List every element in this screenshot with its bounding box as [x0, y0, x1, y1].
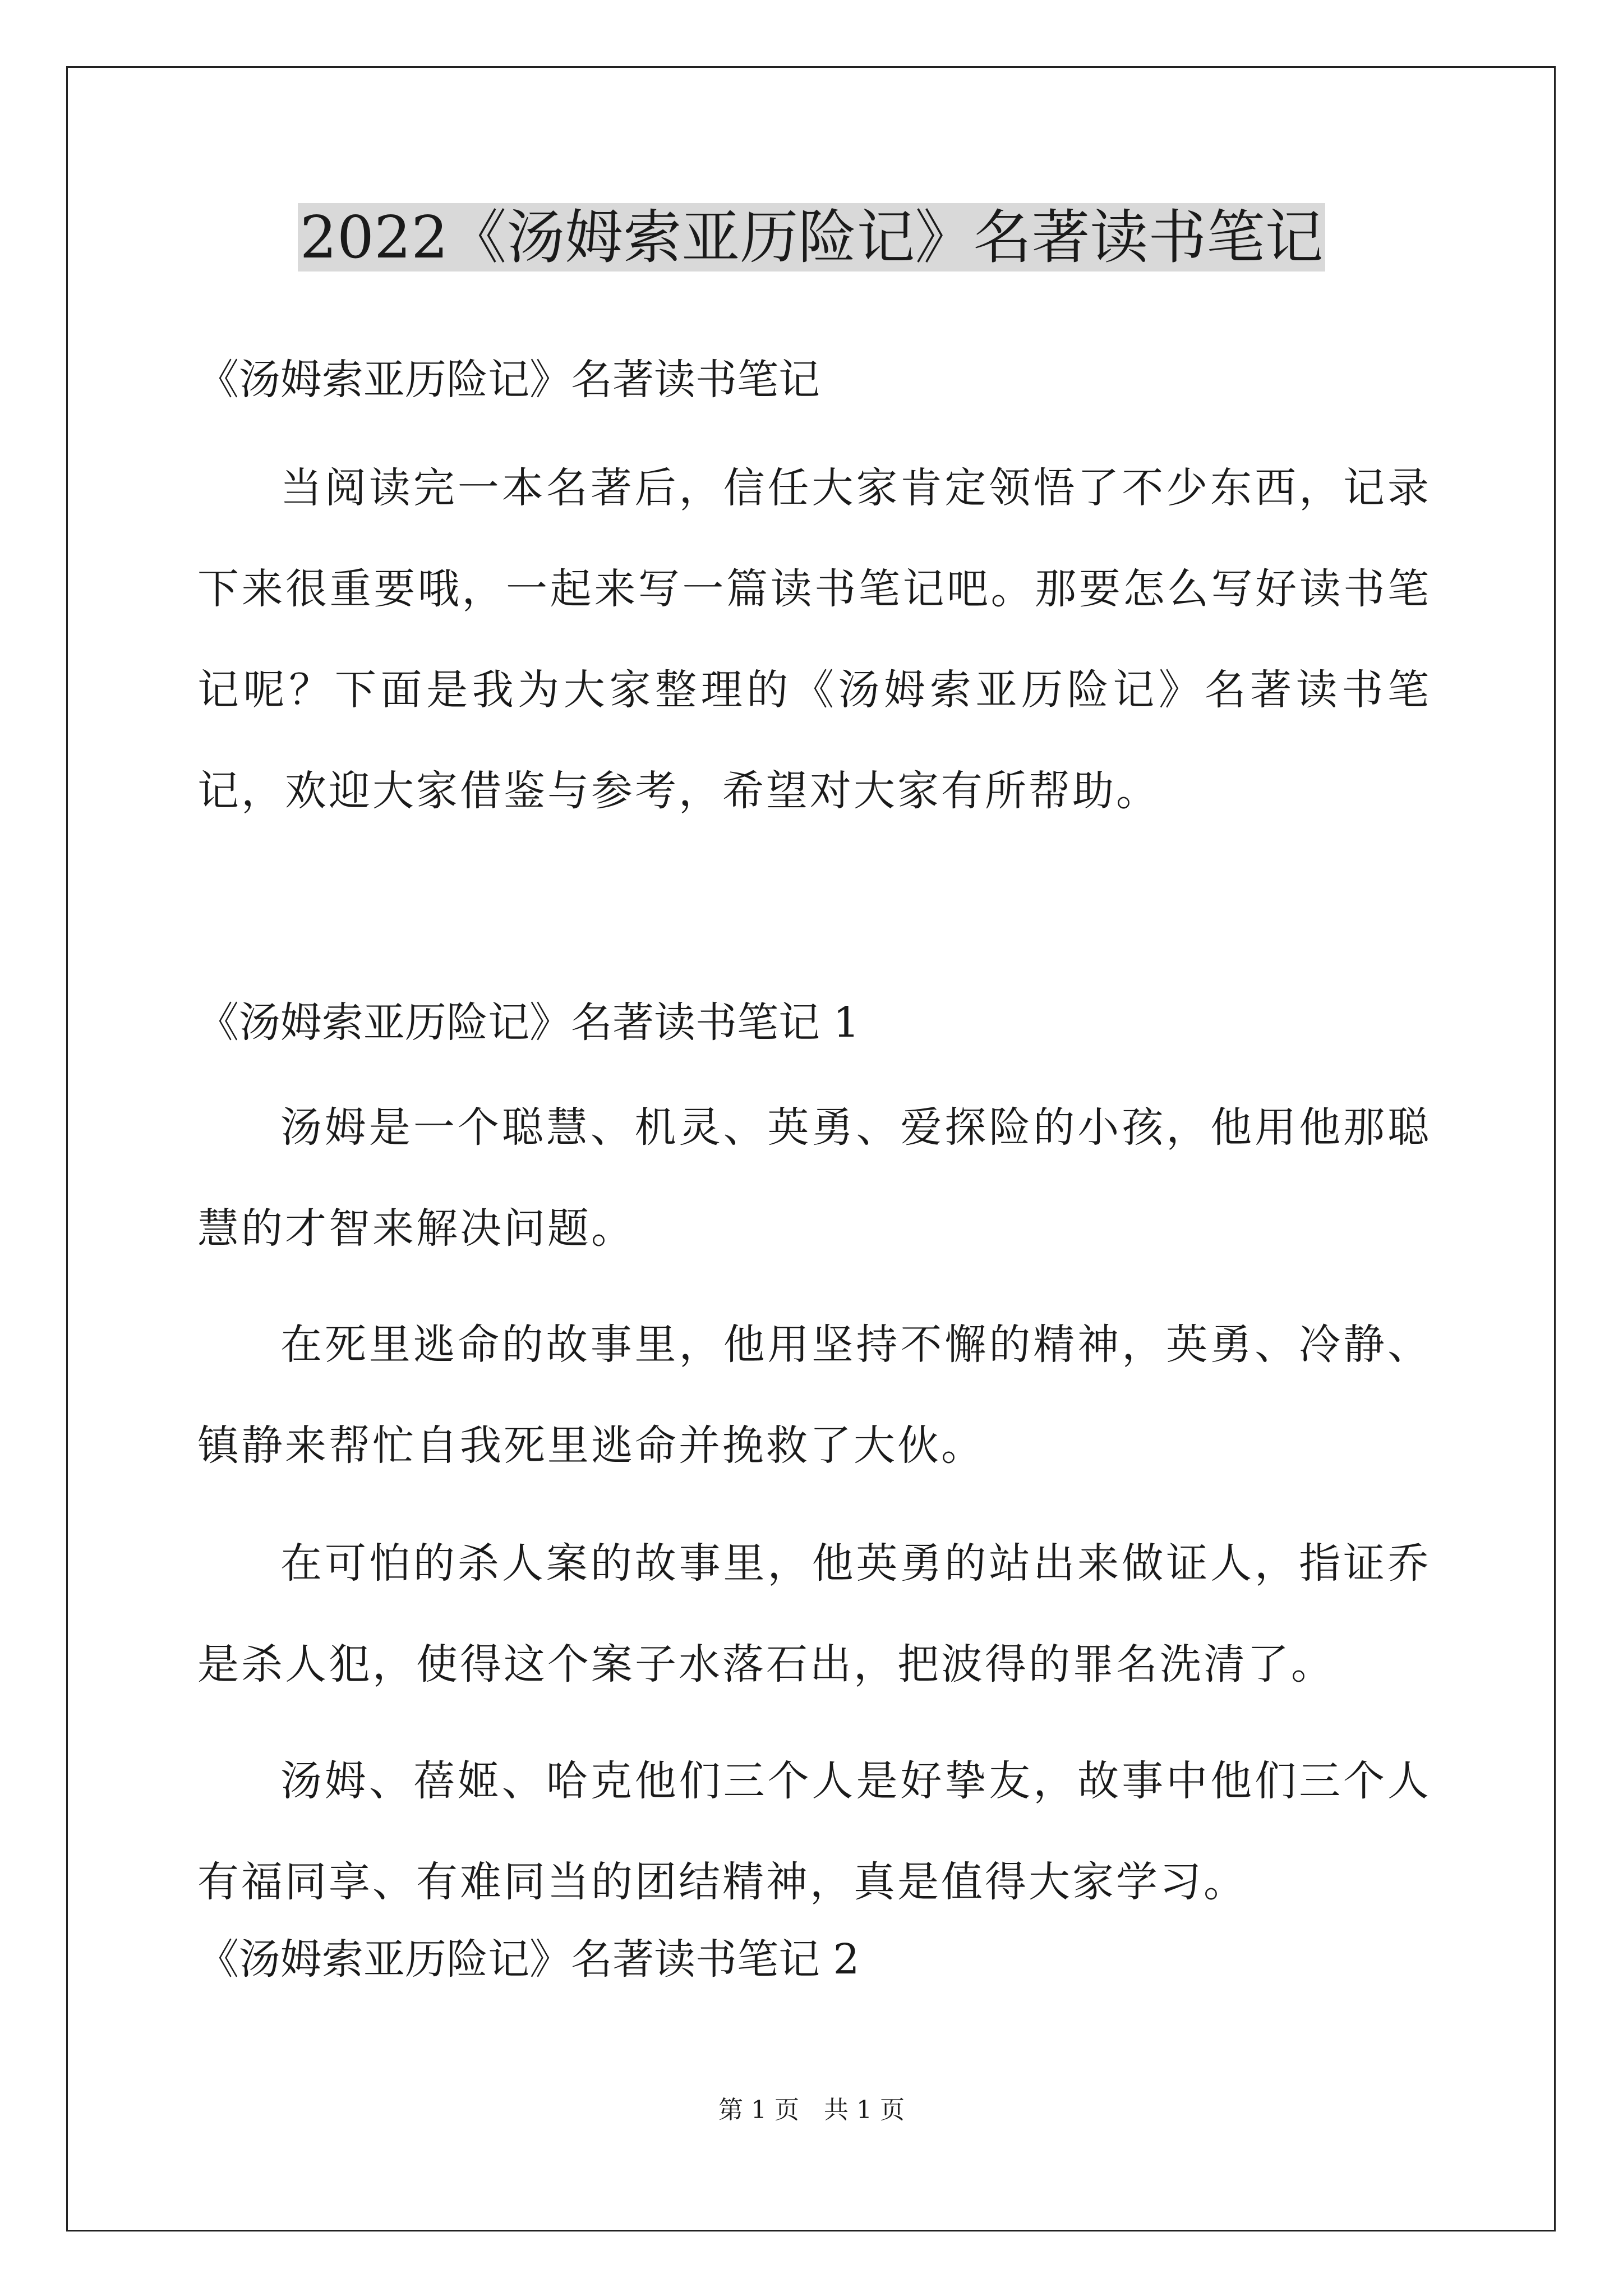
section-2-heading: 《汤姆索亚历险记》名著读书笔记 2 [197, 1935, 860, 1984]
document-title-text: 2022《汤姆索亚历险记》名著读书笔记 [298, 203, 1326, 272]
section-1-paragraph-3: 在可怕的杀人案的故事里，他英勇的站出来做证人，指证乔是杀人犯，使得这个案子水落石出，把波得的罪名洗清了。 [197, 1539, 1431, 1688]
section-1-paragraph-2: 在死里逃命的故事里，他用坚持不懈的精神，英勇、冷静、镇静来帮忙自我死里逃命并挽救了大伙。 [197, 1320, 1431, 1470]
intro-paragraph: 当阅读完一本名著后，信任大家肯定领悟了不少东西，记录下来很重要哦，一起来写一篇读书笔记吧。那要怎么写好读书笔记呢？下面是我为大家整理的《汤姆索亚历险记》名著读书笔记，欢迎大家借鉴与参考，希望对大家有所帮助。 [197, 464, 1431, 815]
document-title [0, 195, 1623, 279]
intro-heading: 《汤姆索亚历险记》名著读书笔记 [197, 356, 820, 404]
section-1-paragraph-4: 汤姆、蓓姬、哈克他们三个人是好挚友，故事中他们三个人有福同享、有难同当的团结精神，真是值得大家学习。 [197, 1757, 1431, 1906]
section-1-heading: 《汤姆索亚历险记》名著读书笔记 1 [197, 999, 860, 1047]
page-footer: 第 1 页 共 1 页 [718, 2096, 905, 2124]
section-1-paragraph-1: 汤姆是一个聪慧、机灵、英勇、爱探险的小孩，他用他那聪慧的才智来解决问题。 [197, 1103, 1431, 1253]
